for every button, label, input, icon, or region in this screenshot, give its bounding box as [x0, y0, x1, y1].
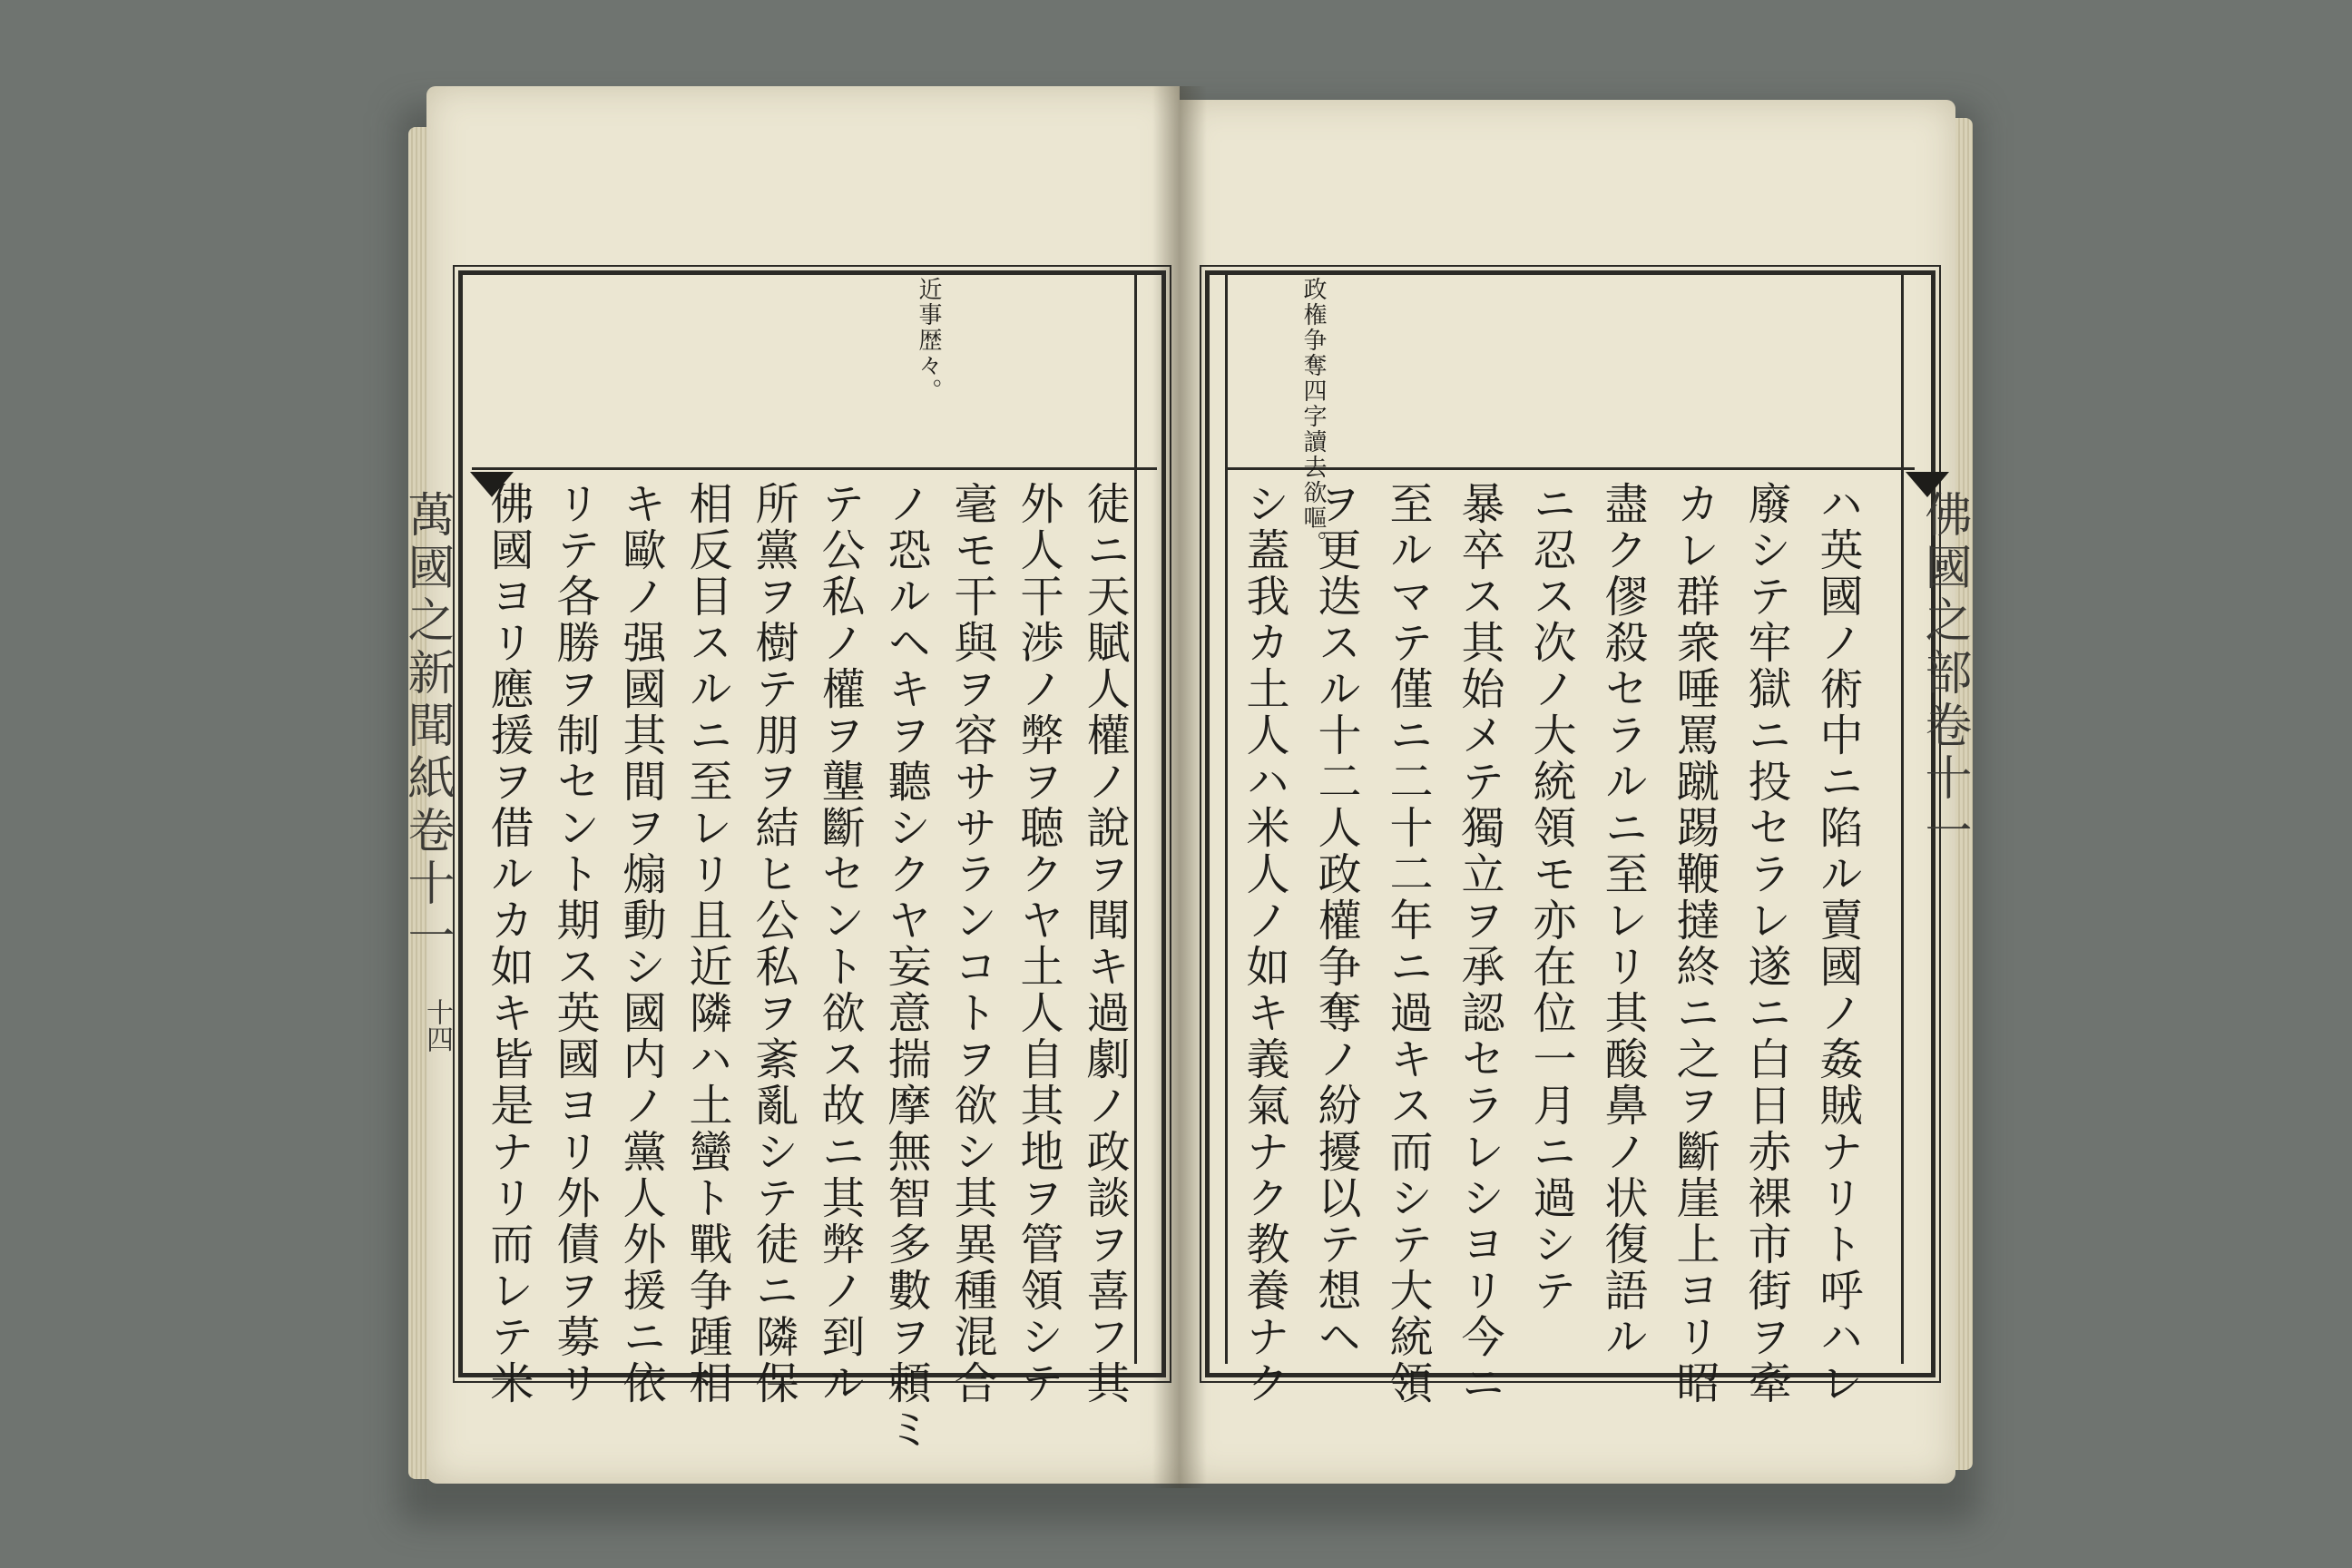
- left-text-column: 徒ニ天賦人權ノ說ヲ聞キ過劇ノ政談ヲ喜フ其: [1079, 481, 1130, 1406]
- left-inner-rule: [1134, 275, 1137, 1364]
- right-inner-rule: [1225, 275, 1228, 1364]
- left-margin-page-number: 十四: [421, 998, 453, 1053]
- right-text-column: ヲ更迭スル十二人政權争奪ノ紛擾以テ想ヘ: [1310, 481, 1361, 1360]
- right-headnote: 政権争奪四字讀去欲嘔。: [1299, 277, 1327, 556]
- left-text-column: 佛國ヨリ應援ヲ借ルカ如キ皆是ナリ而レテ米: [483, 481, 534, 1406]
- left-headnote: 近事歴々。: [915, 277, 942, 404]
- right-text-column: ハ英國ノ術中ニ陷ル賣國ノ姦賊ナリト呼ハレ: [1812, 481, 1863, 1406]
- left-text-column: キ歐ノ强國其間ヲ煽動シ國内ノ黨人外援ニ依: [615, 481, 666, 1406]
- right-text-column: 至ルマテ僅ニ二十二年ニ過キス而シテ大統領: [1382, 481, 1433, 1406]
- right-headnote-rule: [1225, 467, 1915, 470]
- left-text-column: リテ各勝ヲ制セント期ス英國ヨリ外債ヲ募リ: [549, 481, 600, 1406]
- left-text-column: 相反目スルニ至レリ且近隣ハ土蠻ト戰争踵相: [681, 481, 732, 1406]
- right-text-column: カレ群衆唾罵蹴踢鞭撻終ニ之ヲ斷崖上ヨリ昭: [1669, 481, 1720, 1406]
- left-text-column: 毫モ干與ヲ容ササランコトヲ欲シ其異種混合: [946, 481, 997, 1406]
- right-text-column: ニ忍ス次ノ大統領モ亦在位一月ニ過シテ: [1525, 481, 1576, 1314]
- left-text-column: ノ恐ルヘキヲ聽シクヤ妄意揣摩無智多數ヲ頼ミ: [880, 481, 931, 1453]
- right-outer-rule: [1901, 275, 1904, 1364]
- right-text-column: 暴卒ス其始メテ獨立ヲ承認セラレシヨリ今ニ: [1454, 481, 1504, 1406]
- left-margin-title: 萬國之新聞紙卷十一: [399, 490, 454, 964]
- left-text-column: 所黨ヲ樹テ朋ヲ結ヒ公私ヲ紊亂シテ徒ニ隣保: [748, 481, 799, 1406]
- left-headnote-rule: [472, 467, 1157, 470]
- left-text-column: テ公私ノ權ヲ壟斷セント欲ス故ニ其弊ノ到ル: [814, 481, 865, 1406]
- right-margin-title: 佛國之部卷十一: [1916, 490, 1971, 858]
- right-text-column: 廢シテ牢獄ニ投セラレ遂ニ白日赤裸市街ヲ牽: [1740, 481, 1791, 1406]
- right-text-column: シ蓋我カ土人ハ米人ノ如キ義氣ナク教養ナク: [1239, 481, 1289, 1406]
- left-text-column: 外人干渉ノ弊ヲ聴クヤ土人自其地ヲ管領シテ: [1013, 481, 1063, 1406]
- right-text-column: 盡ク僇殺セラルニ至レリ其酸鼻ノ状復語ル: [1597, 481, 1648, 1360]
